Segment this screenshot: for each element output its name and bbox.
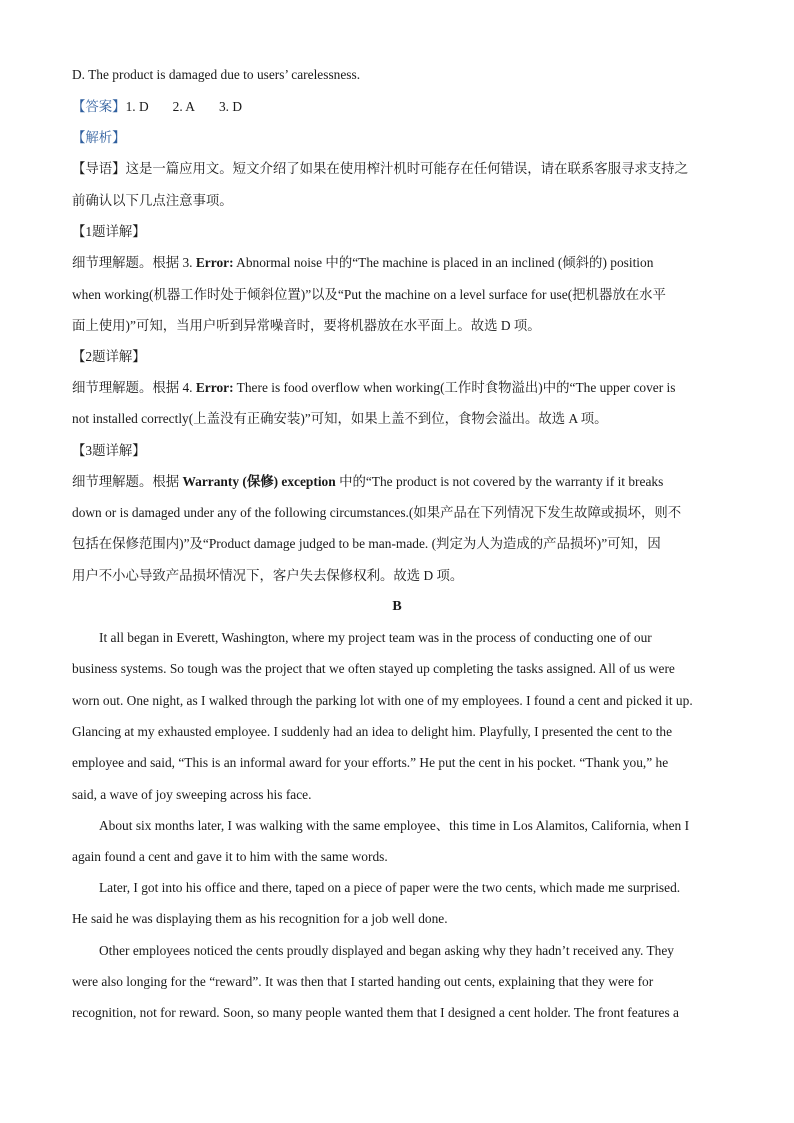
section-heading: B <box>392 599 402 614</box>
q1-title: 【1题详解】 <box>72 224 146 239</box>
q1-line-1 <box>72 254 724 272</box>
passage-line: Glancing at my exhausted employee. I suddenly had an idea to delight him. Playfully, I presented the cent to the <box>72 724 673 739</box>
passage-line: were also longing for the “reward”. It was then that I started handing out cents, explaining that they were for <box>72 974 654 989</box>
analysis-tag: 【解析】 <box>72 130 126 145</box>
passage-line: It all began in Everett, Washington, where my project team was in the process of conducting one of our <box>99 630 652 645</box>
passage-line: Later, I got into his office and there, taped on a piece of paper were the two cents, which made me surprised. <box>99 880 681 895</box>
q1-line-2: when working(机器工作时处于倾斜位置)”以及“Put the machine on a level surface for use(把机器放在水平 <box>72 287 666 302</box>
q1-text-post: Abnormal noise 中的“The machine is placed in an inclined (倾斜的) position <box>233 255 654 270</box>
answer-line <box>72 98 724 116</box>
q2-line-1 <box>72 379 724 397</box>
answer-tag: 【答案】 <box>72 99 126 114</box>
q3-text-bold: Warranty (保修) exception <box>182 474 336 489</box>
passage-line: business systems. So tough was the project that we often stayed up completing the tasks assigned. All of us were <box>72 661 675 676</box>
passage-line: employee and said, “This is an informal award for your efforts.” He put the cent in his pocket. “Thank you,” he <box>72 755 669 770</box>
q2-line-2: not installed correctly(上盖没有正确安装)”可知，如果上盖不到位，食物会溢出。故选 A 项。 <box>72 411 608 426</box>
q1-text-pre: 细节理解题。根据 3. <box>72 255 196 270</box>
q3-line-4: 用户不小心导致产品损坏情况下，客户失去保修权利。故选 D 项。 <box>72 568 464 583</box>
q3-line-2: down or is damaged under any of the following circumstances.(如果产品在下列情况下发生故障或损坏，则不 <box>72 505 682 520</box>
passage-line: said, a wave of joy sweeping across his face. <box>72 787 312 802</box>
passage-line: worn out. One night, as I walked through the parking lot with one of my employees. I found a cent and picked it up. <box>72 693 693 708</box>
guide-tag: 【导语】 <box>72 161 126 176</box>
q2-text-bold: Error: <box>195 380 234 395</box>
q3-line-3: 包括在保修范围内)”及“Product damage judged to be man-made. (判定为人为造成的产品损坏)”可知，因 <box>72 536 661 551</box>
answer-item-1: 1. D <box>125 99 149 114</box>
q2-title: 【2题详解】 <box>72 349 146 364</box>
guide-text-1: 这是一篇应用文。短文介绍了如果在使用榨汁机时可能存在任何错误，请在联系客服寻求支持之 <box>125 161 688 176</box>
q1-text-bold: Error: <box>195 255 234 270</box>
guide-line-2: 前确认以下几点注意事项。 <box>72 193 233 208</box>
q2-text-post: There is food overflow when working(工作时食物溢出)中的“The upper cover is <box>233 380 676 395</box>
passage-line: Other employees noticed the cents proudly displayed and began asking why they hadn’t received any. They <box>99 943 675 958</box>
q3-text-pre: 细节理解题。根据 <box>72 474 183 489</box>
passage-line: again found a cent and gave it to him with the same words. <box>72 849 388 864</box>
passage-line: About six months later, I was walking with the same employee、this time in Los Alamitos, California, when I <box>99 818 690 833</box>
answer-item-3: 3. D <box>218 99 243 114</box>
option-d: D. The product is damaged due to users’ carelessness. <box>72 67 361 82</box>
passage-line: He said he was displaying them as his recognition for a job well done. <box>72 911 448 926</box>
q3-line-1 <box>72 473 724 491</box>
passage-line: recognition, not for reward. Soon, so many people wanted them that I designed a cent holder. The front features a <box>72 1005 679 1020</box>
answer-item-2: 2. A <box>172 99 195 114</box>
q2-text-pre: 细节理解题。根据 4. <box>72 380 196 395</box>
guide-line-1 <box>72 160 724 178</box>
q3-text-post: 中的“The product is not covered by the warranty if it breaks <box>335 474 664 489</box>
q3-title: 【3题详解】 <box>72 443 146 458</box>
q1-line-3: 面上使用)”可知，当用户听到异常噪音时，要将机器放在水平面上。故选 D 项。 <box>72 318 541 333</box>
